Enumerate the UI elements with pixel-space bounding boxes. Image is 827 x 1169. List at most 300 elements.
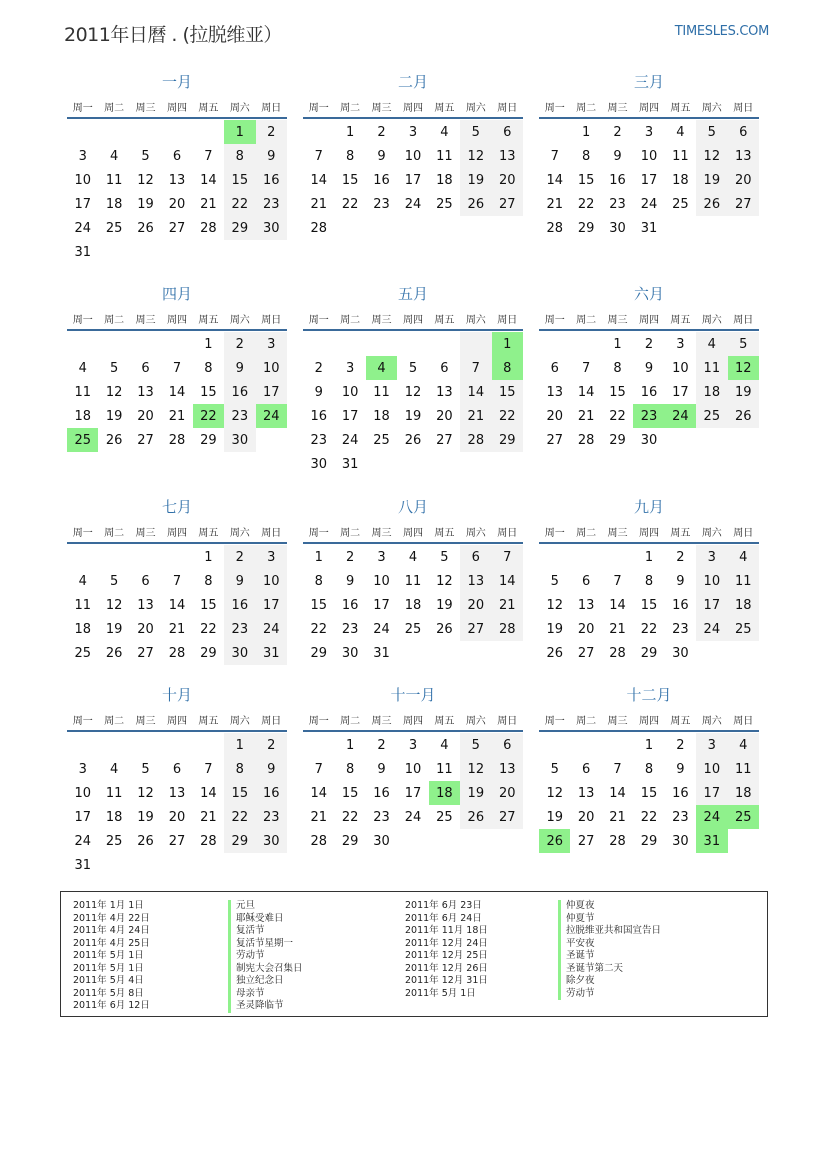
day-cell[interactable]: 23 bbox=[256, 192, 287, 216]
day-cell[interactable]: 15 bbox=[200, 597, 217, 613]
day-cell[interactable]: 10 bbox=[404, 761, 422, 777]
day-cell[interactable]: 8 bbox=[345, 761, 355, 777]
day-cell[interactable]: 24 bbox=[640, 196, 658, 212]
day-cell[interactable]: 20 bbox=[137, 408, 154, 424]
day-cell[interactable]: 11 bbox=[436, 761, 453, 777]
day-cell[interactable]: 25 bbox=[436, 196, 453, 212]
day-cell[interactable]: 15 bbox=[310, 597, 327, 613]
day-cell[interactable]: 7 bbox=[204, 148, 213, 164]
day-cell[interactable]: 14 bbox=[310, 172, 327, 188]
day-cell[interactable]: 22 bbox=[224, 192, 255, 216]
day-cell[interactable]: 25 bbox=[696, 404, 727, 428]
day-cell[interactable]: 11 bbox=[373, 384, 390, 400]
day-cell[interactable]: 7 bbox=[581, 360, 591, 376]
day-cell[interactable]: 9 bbox=[256, 144, 287, 168]
day-cell[interactable]: 14 bbox=[200, 785, 217, 801]
day-cell[interactable]: 7 bbox=[613, 573, 622, 589]
day-cell[interactable]: 4 bbox=[696, 332, 727, 356]
day-cell[interactable]: 6 bbox=[172, 148, 182, 164]
day-cell[interactable]: 16 bbox=[640, 384, 658, 400]
day-cell[interactable]: 5 bbox=[109, 360, 119, 376]
day-cell[interactable]: 9 bbox=[256, 757, 287, 781]
day-cell[interactable]: 1 bbox=[581, 124, 591, 140]
day-cell[interactable]: 16 bbox=[609, 172, 626, 188]
day-cell[interactable]: 7 bbox=[492, 545, 523, 569]
day-cell[interactable]: 26 bbox=[105, 432, 123, 448]
day-cell[interactable]: 27 bbox=[460, 617, 491, 641]
day-cell[interactable]: 28 bbox=[492, 617, 523, 641]
day-cell[interactable]: 13 bbox=[728, 144, 759, 168]
day-cell[interactable]: 25 bbox=[672, 196, 689, 212]
day-cell[interactable]: 23 bbox=[672, 621, 689, 637]
day-cell[interactable]: 13 bbox=[546, 384, 563, 400]
day-cell[interactable]: 10 bbox=[404, 148, 422, 164]
day-cell[interactable]: 21 bbox=[460, 404, 491, 428]
day-cell[interactable]: 24 bbox=[341, 432, 359, 448]
day-cell[interactable]: 11 bbox=[672, 148, 689, 164]
day-cell[interactable]: 12 bbox=[137, 785, 154, 801]
day-cell[interactable]: 21 bbox=[200, 196, 217, 212]
day-cell[interactable]: 27 bbox=[492, 805, 523, 829]
day-cell[interactable]: 13 bbox=[577, 785, 595, 801]
day-cell[interactable]: 1 bbox=[204, 549, 213, 565]
day-cell[interactable]: 28 bbox=[577, 432, 595, 448]
day-cell[interactable]: 17 bbox=[341, 408, 359, 424]
day-cell[interactable]: 3 bbox=[696, 733, 727, 757]
day-cell[interactable]: 27 bbox=[492, 192, 523, 216]
day-cell[interactable]: 30 bbox=[609, 220, 626, 236]
day-cell[interactable]: 15 bbox=[640, 597, 658, 613]
day-cell[interactable]: 6 bbox=[440, 360, 449, 376]
day-cell[interactable]: 27 bbox=[577, 833, 595, 849]
day-cell[interactable]: 2 bbox=[676, 737, 685, 753]
day-cell[interactable]: 25 bbox=[105, 220, 123, 236]
day-cell[interactable]: 14 bbox=[168, 597, 186, 613]
day-cell[interactable]: 12 bbox=[105, 384, 123, 400]
day-cell[interactable]: 28 bbox=[200, 833, 217, 849]
day-cell[interactable]: 16 bbox=[256, 168, 287, 192]
day-cell[interactable]: 8 bbox=[314, 573, 323, 589]
holiday-day-cell[interactable]: 1 bbox=[224, 120, 255, 144]
day-cell[interactable]: 23 bbox=[672, 809, 689, 825]
day-cell[interactable]: 17 bbox=[640, 172, 658, 188]
day-cell[interactable]: 30 bbox=[256, 829, 287, 853]
day-cell[interactable]: 16 bbox=[256, 781, 287, 805]
day-cell[interactable]: 25 bbox=[404, 621, 422, 637]
day-cell[interactable]: 31 bbox=[74, 857, 91, 873]
day-cell[interactable]: 1 bbox=[644, 549, 654, 565]
day-cell[interactable]: 31 bbox=[341, 456, 359, 472]
day-cell[interactable]: 5 bbox=[460, 120, 491, 144]
day-cell[interactable]: 30 bbox=[310, 456, 327, 472]
day-cell[interactable]: 7 bbox=[314, 148, 323, 164]
day-cell[interactable]: 15 bbox=[341, 785, 359, 801]
day-cell[interactable]: 23 bbox=[373, 809, 390, 825]
day-cell[interactable]: 15 bbox=[640, 785, 658, 801]
day-cell[interactable]: 2 bbox=[676, 549, 685, 565]
day-cell[interactable]: 10 bbox=[672, 360, 689, 376]
day-cell[interactable]: 25 bbox=[74, 645, 91, 661]
day-cell[interactable]: 23 bbox=[224, 404, 255, 428]
day-cell[interactable]: 21 bbox=[310, 196, 327, 212]
day-cell[interactable]: 21 bbox=[609, 621, 626, 637]
day-cell[interactable]: 16 bbox=[341, 597, 359, 613]
day-cell[interactable]: 27 bbox=[168, 833, 186, 849]
day-cell[interactable]: 10 bbox=[74, 172, 91, 188]
holiday-day-cell[interactable]: 24 bbox=[665, 404, 696, 428]
day-cell[interactable]: 28 bbox=[609, 645, 626, 661]
day-cell[interactable]: 9 bbox=[676, 573, 685, 589]
day-cell[interactable]: 8 bbox=[644, 761, 654, 777]
day-cell[interactable]: 12 bbox=[696, 144, 727, 168]
day-cell[interactable]: 19 bbox=[546, 809, 563, 825]
day-cell[interactable]: 31 bbox=[74, 244, 91, 260]
day-cell[interactable]: 27 bbox=[137, 432, 154, 448]
day-cell[interactable]: 31 bbox=[256, 641, 287, 665]
day-cell[interactable]: 10 bbox=[696, 569, 727, 593]
day-cell[interactable]: 23 bbox=[224, 617, 255, 641]
day-cell[interactable]: 24 bbox=[74, 833, 91, 849]
day-cell[interactable]: 20 bbox=[460, 593, 491, 617]
day-cell[interactable]: 11 bbox=[74, 384, 91, 400]
day-cell[interactable]: 29 bbox=[341, 833, 359, 849]
day-cell[interactable]: 4 bbox=[728, 733, 759, 757]
day-cell[interactable]: 28 bbox=[546, 220, 563, 236]
day-cell[interactable]: 26 bbox=[436, 621, 453, 637]
day-cell[interactable]: 3 bbox=[78, 148, 87, 164]
day-cell[interactable]: 8 bbox=[204, 360, 213, 376]
day-cell[interactable]: 21 bbox=[546, 196, 563, 212]
day-cell[interactable]: 22 bbox=[640, 621, 658, 637]
day-cell[interactable]: 25 bbox=[105, 833, 123, 849]
day-cell[interactable]: 17 bbox=[256, 380, 287, 404]
day-cell[interactable]: 31 bbox=[640, 220, 658, 236]
day-cell[interactable]: 11 bbox=[728, 757, 759, 781]
day-cell[interactable]: 16 bbox=[672, 597, 689, 613]
day-cell[interactable]: 3 bbox=[696, 545, 727, 569]
day-cell[interactable]: 18 bbox=[74, 621, 91, 637]
day-cell[interactable]: 24 bbox=[404, 809, 422, 825]
day-cell[interactable]: 30 bbox=[640, 432, 658, 448]
day-cell[interactable]: 2 bbox=[224, 332, 255, 356]
day-cell[interactable]: 24 bbox=[404, 196, 422, 212]
day-cell[interactable]: 20 bbox=[168, 809, 186, 825]
day-cell[interactable]: 19 bbox=[137, 809, 154, 825]
day-cell[interactable]: 7 bbox=[460, 356, 491, 380]
holiday-day-cell[interactable]: 12 bbox=[728, 356, 759, 380]
day-cell[interactable]: 21 bbox=[577, 408, 595, 424]
day-cell[interactable]: 26 bbox=[137, 220, 154, 236]
day-cell[interactable]: 22 bbox=[200, 621, 217, 637]
day-cell[interactable]: 21 bbox=[200, 809, 217, 825]
day-cell[interactable]: 29 bbox=[640, 645, 658, 661]
day-cell[interactable]: 23 bbox=[373, 196, 390, 212]
day-cell[interactable]: 4 bbox=[676, 124, 685, 140]
day-cell[interactable]: 22 bbox=[341, 196, 359, 212]
day-cell[interactable]: 21 bbox=[492, 593, 523, 617]
day-cell[interactable]: 23 bbox=[256, 805, 287, 829]
day-cell[interactable]: 14 bbox=[460, 380, 491, 404]
day-cell[interactable]: 17 bbox=[74, 196, 91, 212]
day-cell[interactable]: 19 bbox=[728, 380, 759, 404]
day-cell[interactable]: 8 bbox=[581, 148, 591, 164]
day-cell[interactable]: 6 bbox=[492, 733, 523, 757]
day-cell[interactable]: 4 bbox=[408, 549, 418, 565]
day-cell[interactable]: 8 bbox=[224, 757, 255, 781]
day-cell[interactable]: 17 bbox=[404, 785, 422, 801]
day-cell[interactable]: 16 bbox=[672, 785, 689, 801]
day-cell[interactable]: 13 bbox=[460, 569, 491, 593]
day-cell[interactable]: 19 bbox=[696, 168, 727, 192]
day-cell[interactable]: 5 bbox=[696, 120, 727, 144]
site-logo-text[interactable]: TIMESLES.COM bbox=[674, 24, 769, 39]
day-cell[interactable]: 2 bbox=[314, 360, 323, 376]
day-cell[interactable]: 20 bbox=[577, 621, 595, 637]
day-cell[interactable]: 18 bbox=[728, 781, 759, 805]
day-cell[interactable]: 18 bbox=[672, 172, 689, 188]
day-cell[interactable]: 26 bbox=[546, 645, 563, 661]
day-cell[interactable]: 15 bbox=[224, 168, 255, 192]
day-cell[interactable]: 13 bbox=[168, 172, 186, 188]
day-cell[interactable]: 26 bbox=[137, 833, 154, 849]
day-cell[interactable]: 3 bbox=[256, 545, 287, 569]
day-cell[interactable]: 27 bbox=[728, 192, 759, 216]
day-cell[interactable]: 9 bbox=[377, 761, 386, 777]
day-cell[interactable]: 11 bbox=[436, 148, 453, 164]
day-cell[interactable]: 18 bbox=[105, 196, 123, 212]
day-cell[interactable]: 29 bbox=[492, 428, 523, 452]
day-cell[interactable]: 10 bbox=[256, 356, 287, 380]
day-cell[interactable]: 20 bbox=[137, 621, 154, 637]
day-cell[interactable]: 3 bbox=[676, 336, 685, 352]
day-cell[interactable]: 4 bbox=[440, 124, 449, 140]
day-cell[interactable]: 5 bbox=[141, 148, 150, 164]
day-cell[interactable]: 30 bbox=[672, 645, 689, 661]
day-cell[interactable]: 7 bbox=[314, 761, 323, 777]
day-cell[interactable]: 4 bbox=[440, 737, 449, 753]
day-cell[interactable]: 30 bbox=[341, 645, 359, 661]
day-cell[interactable]: 7 bbox=[172, 360, 182, 376]
day-cell[interactable]: 22 bbox=[310, 621, 327, 637]
day-cell[interactable]: 1 bbox=[345, 124, 355, 140]
day-cell[interactable]: 20 bbox=[728, 168, 759, 192]
day-cell[interactable]: 18 bbox=[436, 172, 453, 188]
day-cell[interactable]: 2 bbox=[377, 124, 386, 140]
day-cell[interactable]: 10 bbox=[74, 785, 91, 801]
day-cell[interactable]: 19 bbox=[105, 408, 123, 424]
day-cell[interactable]: 23 bbox=[341, 621, 359, 637]
day-cell[interactable]: 7 bbox=[204, 761, 213, 777]
day-cell[interactable]: 8 bbox=[345, 148, 355, 164]
day-cell[interactable]: 22 bbox=[492, 404, 523, 428]
day-cell[interactable]: 2 bbox=[256, 120, 287, 144]
day-cell[interactable]: 6 bbox=[728, 120, 759, 144]
day-cell[interactable]: 10 bbox=[256, 569, 287, 593]
holiday-day-cell[interactable]: 18 bbox=[429, 781, 460, 805]
day-cell[interactable]: 15 bbox=[200, 384, 217, 400]
day-cell[interactable]: 24 bbox=[74, 220, 91, 236]
day-cell[interactable]: 10 bbox=[640, 148, 658, 164]
day-cell[interactable]: 5 bbox=[109, 573, 119, 589]
day-cell[interactable]: 8 bbox=[613, 360, 622, 376]
day-cell[interactable]: 27 bbox=[577, 645, 595, 661]
day-cell[interactable]: 4 bbox=[78, 360, 87, 376]
day-cell[interactable]: 22 bbox=[609, 408, 626, 424]
day-cell[interactable]: 18 bbox=[105, 809, 123, 825]
day-cell[interactable]: 4 bbox=[728, 545, 759, 569]
day-cell[interactable]: 29 bbox=[577, 220, 595, 236]
day-cell[interactable]: 26 bbox=[404, 432, 422, 448]
day-cell[interactable]: 29 bbox=[609, 432, 626, 448]
day-cell[interactable]: 23 bbox=[609, 196, 626, 212]
day-cell[interactable]: 27 bbox=[546, 432, 563, 448]
holiday-day-cell[interactable]: 24 bbox=[696, 805, 727, 829]
day-cell[interactable]: 14 bbox=[577, 384, 595, 400]
day-cell[interactable]: 29 bbox=[224, 216, 255, 240]
day-cell[interactable]: 31 bbox=[373, 645, 390, 661]
day-cell[interactable]: 14 bbox=[609, 785, 626, 801]
day-cell[interactable]: 11 bbox=[105, 785, 123, 801]
day-cell[interactable]: 23 bbox=[310, 432, 327, 448]
day-cell[interactable]: 13 bbox=[492, 144, 523, 168]
day-cell[interactable]: 9 bbox=[644, 360, 654, 376]
day-cell[interactable]: 2 bbox=[256, 733, 287, 757]
day-cell[interactable]: 9 bbox=[676, 761, 685, 777]
day-cell[interactable]: 15 bbox=[577, 172, 595, 188]
day-cell[interactable]: 24 bbox=[696, 617, 727, 641]
day-cell[interactable]: 6 bbox=[581, 573, 591, 589]
day-cell[interactable]: 3 bbox=[408, 124, 418, 140]
day-cell[interactable]: 21 bbox=[310, 809, 327, 825]
day-cell[interactable]: 7 bbox=[613, 761, 622, 777]
day-cell[interactable]: 17 bbox=[696, 781, 727, 805]
day-cell[interactable]: 24 bbox=[373, 621, 390, 637]
day-cell[interactable]: 17 bbox=[373, 597, 390, 613]
day-cell[interactable]: 9 bbox=[377, 148, 386, 164]
day-cell[interactable]: 14 bbox=[310, 785, 327, 801]
day-cell[interactable]: 11 bbox=[74, 597, 91, 613]
day-cell[interactable]: 11 bbox=[404, 573, 422, 589]
day-cell[interactable]: 19 bbox=[105, 621, 123, 637]
day-cell[interactable]: 5 bbox=[728, 332, 759, 356]
day-cell[interactable]: 27 bbox=[436, 432, 453, 448]
day-cell[interactable]: 12 bbox=[404, 384, 422, 400]
day-cell[interactable]: 15 bbox=[224, 781, 255, 805]
holiday-day-cell[interactable]: 4 bbox=[366, 356, 397, 380]
day-cell[interactable]: 6 bbox=[172, 761, 182, 777]
day-cell[interactable]: 18 bbox=[728, 593, 759, 617]
day-cell[interactable]: 9 bbox=[345, 573, 355, 589]
day-cell[interactable]: 12 bbox=[546, 597, 563, 613]
holiday-day-cell[interactable]: 22 bbox=[193, 404, 224, 428]
day-cell[interactable]: 7 bbox=[172, 573, 182, 589]
day-cell[interactable]: 24 bbox=[256, 617, 287, 641]
day-cell[interactable]: 28 bbox=[310, 833, 327, 849]
day-cell[interactable]: 2 bbox=[644, 336, 654, 352]
day-cell[interactable]: 13 bbox=[492, 757, 523, 781]
day-cell[interactable]: 16 bbox=[373, 785, 390, 801]
day-cell[interactable]: 28 bbox=[168, 432, 186, 448]
day-cell[interactable]: 9 bbox=[613, 148, 622, 164]
day-cell[interactable]: 27 bbox=[137, 645, 154, 661]
day-cell[interactable]: 13 bbox=[436, 384, 453, 400]
day-cell[interactable]: 2 bbox=[377, 737, 386, 753]
day-cell[interactable]: 18 bbox=[373, 408, 390, 424]
day-cell[interactable]: 15 bbox=[341, 172, 359, 188]
holiday-day-cell[interactable]: 26 bbox=[539, 829, 570, 853]
day-cell[interactable]: 3 bbox=[78, 761, 87, 777]
day-cell[interactable]: 28 bbox=[460, 428, 491, 452]
day-cell[interactable]: 10 bbox=[696, 757, 727, 781]
day-cell[interactable]: 30 bbox=[224, 641, 255, 665]
day-cell[interactable]: 22 bbox=[224, 805, 255, 829]
day-cell[interactable]: 16 bbox=[224, 380, 255, 404]
day-cell[interactable]: 5 bbox=[460, 733, 491, 757]
day-cell[interactable]: 4 bbox=[109, 148, 119, 164]
day-cell[interactable]: 26 bbox=[728, 404, 759, 428]
day-cell[interactable]: 29 bbox=[310, 645, 327, 661]
day-cell[interactable]: 5 bbox=[550, 761, 559, 777]
day-cell[interactable]: 2 bbox=[345, 549, 355, 565]
day-cell[interactable]: 26 bbox=[460, 805, 491, 829]
day-cell[interactable]: 1 bbox=[644, 737, 654, 753]
day-cell[interactable]: 14 bbox=[200, 172, 217, 188]
holiday-day-cell[interactable]: 23 bbox=[633, 404, 664, 428]
day-cell[interactable]: 29 bbox=[640, 833, 658, 849]
holiday-day-cell[interactable]: 8 bbox=[492, 356, 523, 380]
day-cell[interactable]: 22 bbox=[577, 196, 595, 212]
day-cell[interactable]: 1 bbox=[314, 549, 323, 565]
holiday-day-cell[interactable]: 25 bbox=[728, 805, 759, 829]
day-cell[interactable]: 20 bbox=[546, 408, 563, 424]
holiday-day-cell[interactable]: 1 bbox=[492, 332, 523, 356]
day-cell[interactable]: 30 bbox=[672, 833, 689, 849]
day-cell[interactable]: 18 bbox=[404, 597, 422, 613]
holiday-day-cell[interactable]: 31 bbox=[696, 829, 727, 853]
day-cell[interactable]: 3 bbox=[644, 124, 654, 140]
day-cell[interactable]: 26 bbox=[460, 192, 491, 216]
day-cell[interactable]: 11 bbox=[728, 569, 759, 593]
day-cell[interactable]: 6 bbox=[581, 761, 591, 777]
day-cell[interactable]: 19 bbox=[404, 408, 422, 424]
day-cell[interactable]: 8 bbox=[224, 144, 255, 168]
day-cell[interactable]: 19 bbox=[460, 168, 491, 192]
day-cell[interactable]: 9 bbox=[224, 569, 255, 593]
day-cell[interactable]: 1 bbox=[204, 336, 213, 352]
day-cell[interactable]: 18 bbox=[74, 408, 91, 424]
day-cell[interactable]: 1 bbox=[613, 336, 622, 352]
day-cell[interactable]: 21 bbox=[609, 809, 626, 825]
day-cell[interactable]: 25 bbox=[373, 432, 390, 448]
day-cell[interactable]: 30 bbox=[373, 833, 390, 849]
day-cell[interactable]: 17 bbox=[672, 384, 689, 400]
day-cell[interactable]: 14 bbox=[609, 597, 626, 613]
day-cell[interactable]: 16 bbox=[310, 408, 327, 424]
holiday-day-cell[interactable]: 24 bbox=[256, 404, 287, 428]
day-cell[interactable]: 1 bbox=[345, 737, 355, 753]
day-cell[interactable]: 19 bbox=[436, 597, 453, 613]
day-cell[interactable]: 12 bbox=[137, 172, 154, 188]
day-cell[interactable]: 20 bbox=[492, 781, 523, 805]
day-cell[interactable]: 20 bbox=[168, 196, 186, 212]
day-cell[interactable]: 26 bbox=[696, 192, 727, 216]
day-cell[interactable]: 17 bbox=[74, 809, 91, 825]
day-cell[interactable]: 12 bbox=[105, 597, 123, 613]
day-cell[interactable]: 13 bbox=[137, 597, 154, 613]
day-cell[interactable]: 5 bbox=[550, 573, 559, 589]
day-cell[interactable]: 17 bbox=[404, 172, 422, 188]
day-cell[interactable]: 10 bbox=[373, 573, 390, 589]
